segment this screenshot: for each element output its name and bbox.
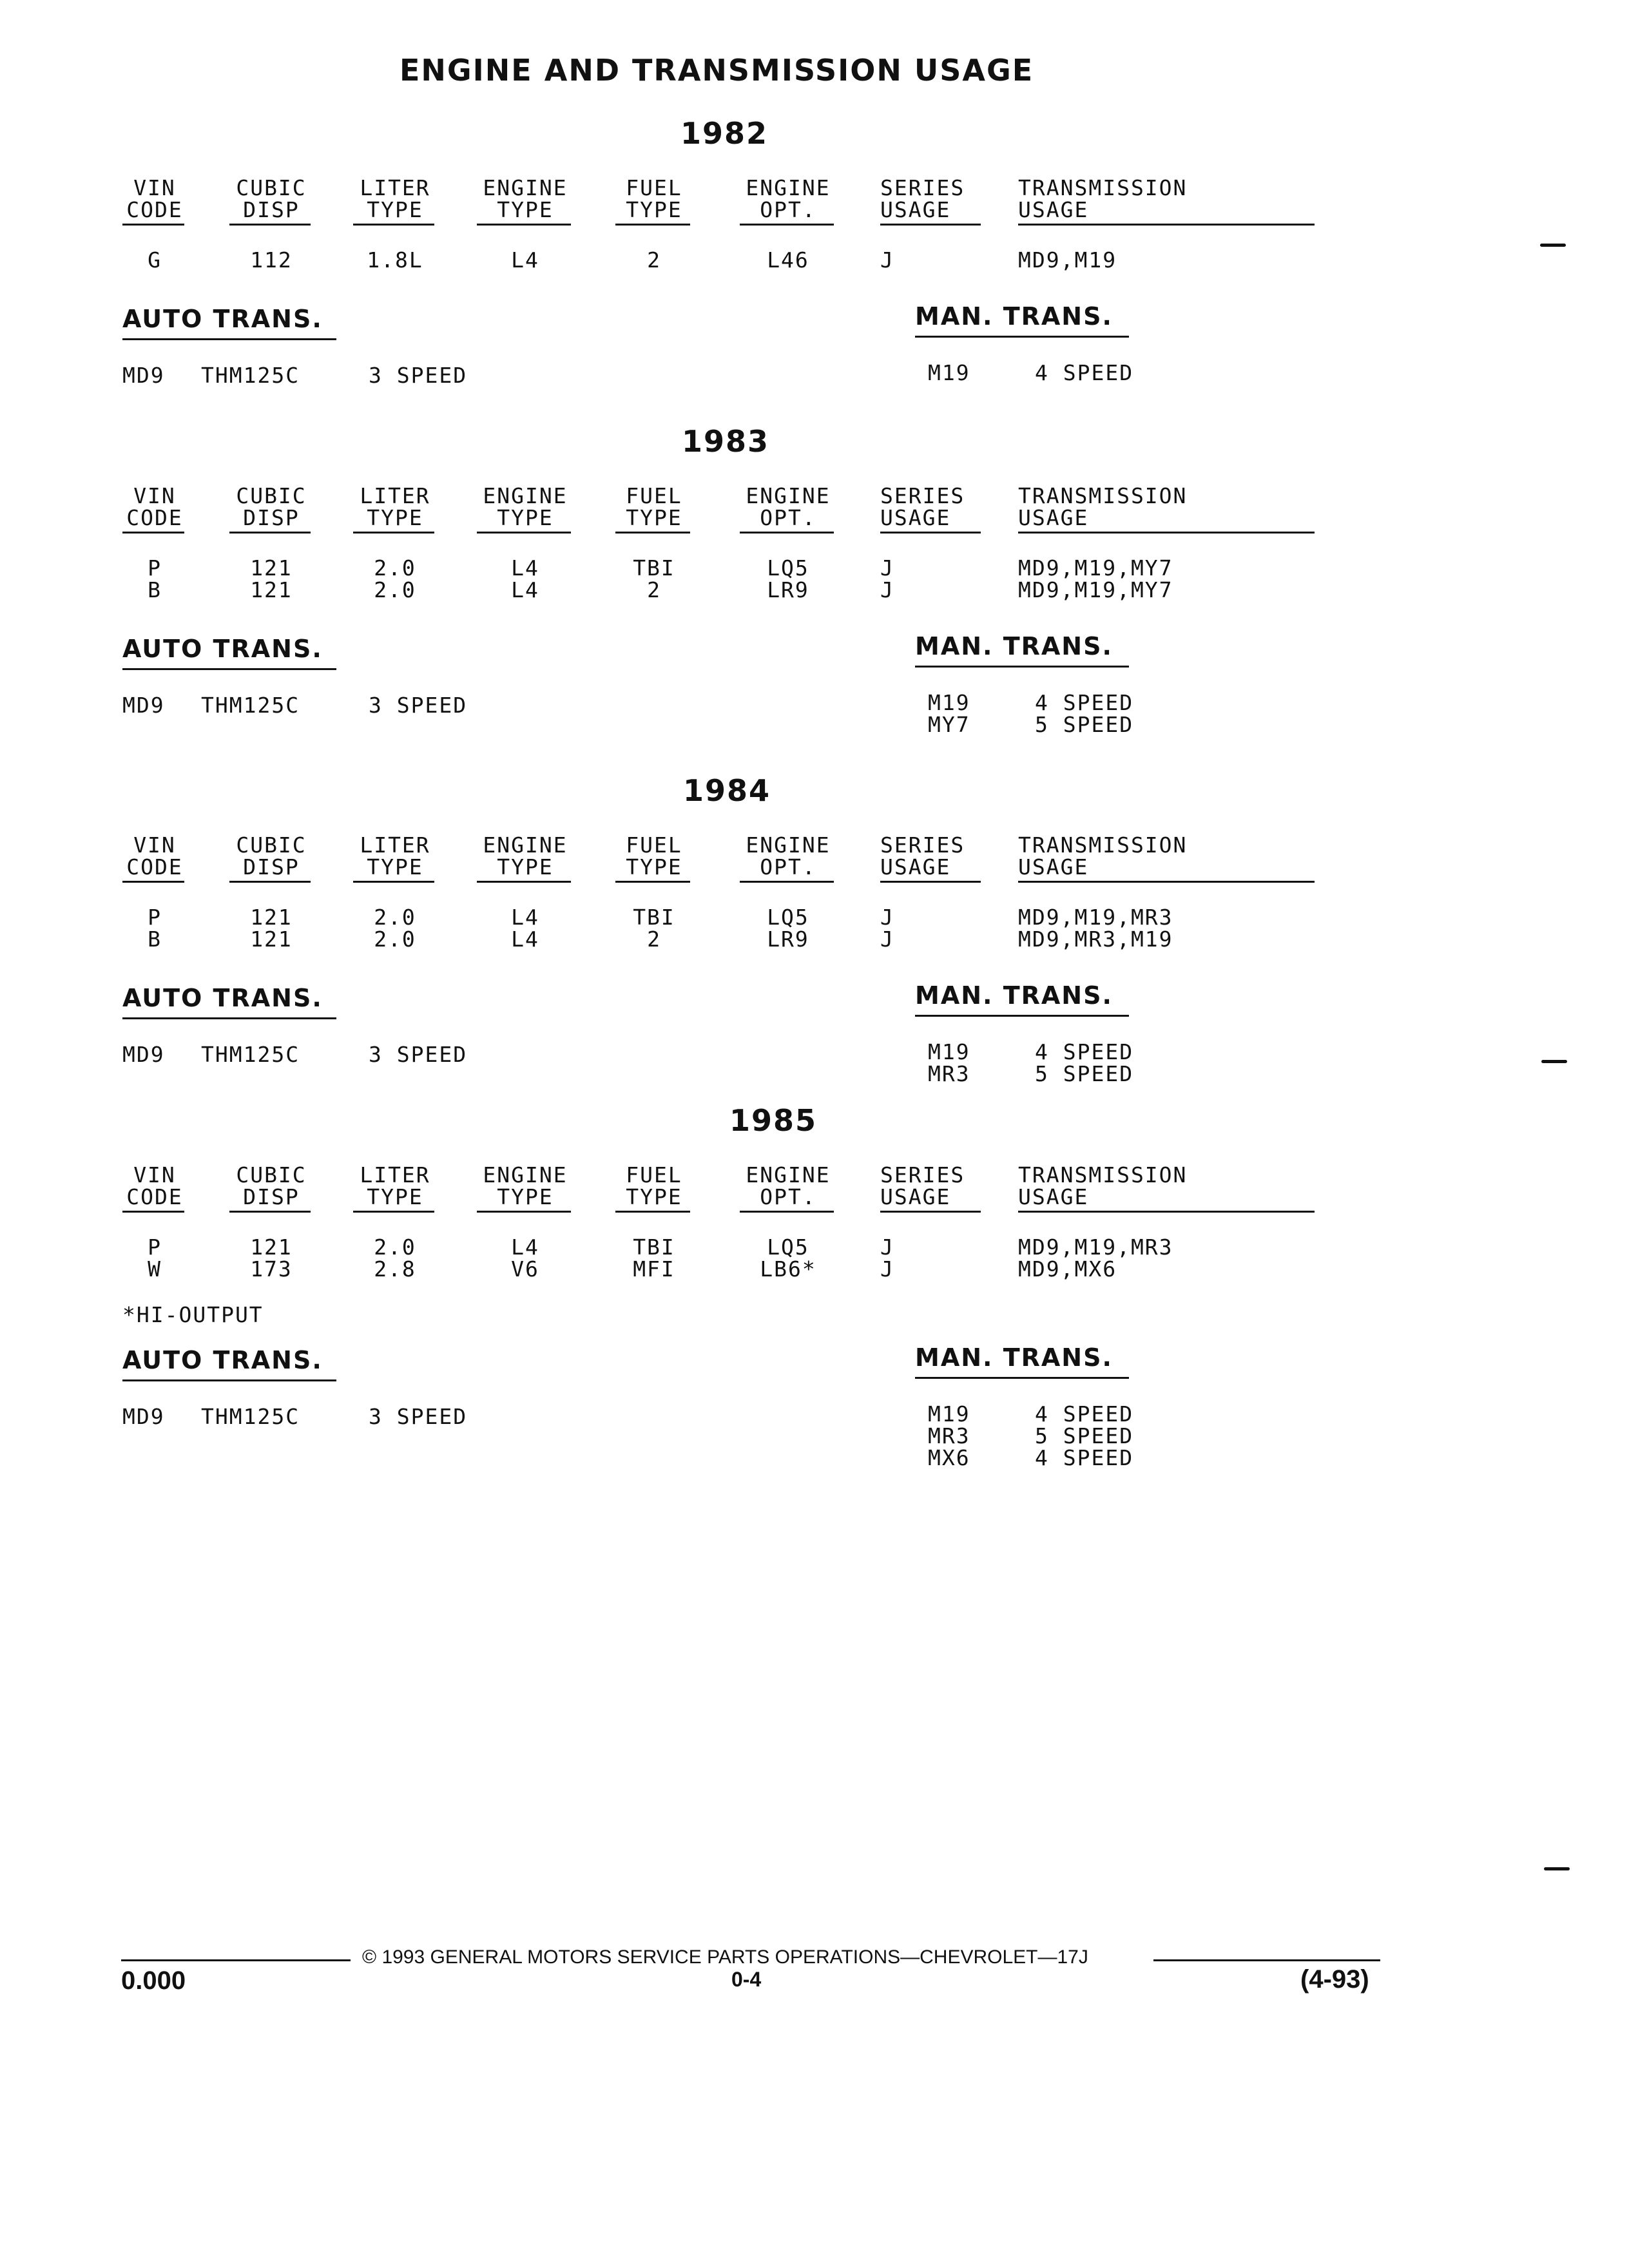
footer-rule-left [121, 1959, 351, 1961]
column-header-line2: USAGE [1018, 854, 1089, 879]
column-header-line2: TYPE [367, 505, 423, 530]
table-cell-fuel: TBI [633, 1235, 675, 1260]
auto-trans-heading: AUTO TRANS. [122, 1346, 323, 1374]
table-cell-engine-type: L4 [511, 247, 539, 273]
table-cell-engine-type: L4 [511, 1235, 539, 1260]
column-header-rule [615, 532, 690, 533]
column-header-line1: VIN [133, 175, 176, 200]
column-header-rule [477, 881, 571, 883]
table-cell-trans: MD9,M19,MY7 [1018, 577, 1173, 602]
table-cell-engine-type: V6 [511, 1256, 539, 1282]
column-header-rule [615, 1211, 690, 1213]
year-heading: 1985 [729, 1103, 818, 1138]
year-heading: 1983 [682, 424, 770, 459]
column-header-line2: TYPE [497, 197, 554, 222]
man-trans-rule [915, 336, 1129, 338]
column-header-rule [477, 532, 571, 533]
column-header-rule [740, 532, 834, 533]
column-header-line2: TYPE [626, 1184, 682, 1209]
column-header-cubic [229, 1164, 313, 1208]
column-header-line1: ENGINE [746, 175, 831, 200]
auto-trans-rule [122, 338, 336, 340]
column-header-line1: VIN [133, 483, 176, 508]
auto-trans-model: THM125C [201, 363, 300, 388]
column-header-rule [353, 224, 434, 226]
footnote: *HI-OUTPUT [122, 1302, 264, 1327]
column-header-line1: SERIES [880, 1162, 965, 1187]
man-trans-code: MR3 [928, 1061, 970, 1086]
year-heading: 1984 [683, 773, 771, 808]
auto-trans-code: MD9 [122, 693, 165, 718]
man-trans-code: M19 [928, 1039, 970, 1064]
table-cell-fuel: 2 [647, 247, 661, 273]
column-header-engine-type [477, 177, 574, 221]
column-header-line2: USAGE [1018, 1184, 1089, 1209]
column-header-line1: CUBIC [236, 832, 307, 858]
column-header-line2: TYPE [367, 197, 423, 222]
man-trans-rule [915, 1015, 1129, 1017]
man-trans-speed: 4 SPEED [1035, 1039, 1134, 1064]
column-header-line2: CODE [126, 854, 183, 879]
column-header-rule [229, 224, 311, 226]
table-cell-liter: 1.8L [367, 247, 423, 273]
table-cell-vin: P [148, 555, 162, 581]
column-header-line2: CODE [126, 1184, 183, 1209]
column-header-line1: ENGINE [483, 832, 568, 858]
table-cell-engine-opt: LQ5 [767, 555, 809, 581]
column-header-line1: CUBIC [236, 483, 307, 508]
auto-trans-model: THM125C [201, 1404, 300, 1429]
man-trans-rule [915, 666, 1129, 668]
table-cell-engine-opt: L46 [767, 247, 809, 273]
auto-trans-speed: 3 SPEED [369, 693, 468, 718]
column-header-liter [353, 1164, 437, 1208]
column-header-line2: TYPE [367, 1184, 423, 1209]
table-cell-engine-opt: LR9 [767, 577, 809, 602]
column-header-rule [122, 224, 184, 226]
man-trans-code: MX6 [928, 1445, 970, 1470]
column-header-rule [880, 881, 981, 883]
table-cell-engine-opt: LQ5 [767, 905, 809, 930]
column-header-line1: TRANSMISSION [1018, 175, 1188, 200]
column-header-line2: CODE [126, 197, 183, 222]
auto-trans-code: MD9 [122, 1404, 165, 1429]
column-header-series [880, 485, 965, 529]
table-cell-fuel: TBI [633, 905, 675, 930]
column-header-vin [122, 177, 187, 221]
table-cell-cubic: 121 [250, 905, 293, 930]
column-header-rule [1018, 1211, 1315, 1213]
table-cell-series: J [880, 577, 894, 602]
column-header-line1: VIN [133, 832, 176, 858]
table-cell-trans: MD9,M19,MR3 [1018, 1235, 1173, 1260]
column-header-rule [615, 224, 690, 226]
column-header-rule [122, 881, 184, 883]
column-header-vin [122, 1164, 187, 1208]
auto-trans-speed: 3 SPEED [369, 1042, 468, 1067]
column-header-rule [615, 881, 690, 883]
column-header-rule [880, 224, 981, 226]
man-trans-code: MR3 [928, 1423, 970, 1448]
auto-trans-rule [122, 668, 336, 670]
column-header-rule [740, 881, 834, 883]
column-header-line2: TYPE [497, 1184, 554, 1209]
column-header-line1: LITER [360, 1162, 430, 1187]
column-header-cubic [229, 834, 313, 878]
man-trans-heading: MAN. TRANS. [915, 302, 1113, 331]
man-trans-speed: 4 SPEED [1035, 1445, 1134, 1470]
table-cell-fuel: TBI [633, 555, 675, 581]
man-trans-speed: 4 SPEED [1035, 1401, 1134, 1427]
column-header-engine-opt [740, 834, 836, 878]
column-header-rule [1018, 224, 1315, 226]
column-header-line2: CODE [126, 505, 183, 530]
column-header-line2: OPT. [760, 505, 816, 530]
margin-tick [1541, 1060, 1567, 1063]
column-header-rule [880, 532, 981, 533]
auto-trans-heading: AUTO TRANS. [122, 305, 323, 333]
column-header-trans [1018, 485, 1187, 529]
year-heading: 1982 [680, 116, 769, 151]
column-header-series [880, 834, 965, 878]
column-header-engine-type [477, 485, 574, 529]
column-header-liter [353, 177, 437, 221]
footer-copyright: © 1993 GENERAL MOTORS SERVICE PARTS OPERATIONS—CHEVROLET—17J [362, 1946, 1088, 1968]
margin-tick [1540, 244, 1566, 247]
table-cell-trans: MD9,M19 [1018, 247, 1117, 273]
table-cell-series: J [880, 1235, 894, 1260]
auto-trans-speed: 3 SPEED [369, 363, 468, 388]
table-cell-vin: G [148, 247, 162, 273]
table-cell-engine-opt: LQ5 [767, 1235, 809, 1260]
column-header-line2: DISP [243, 197, 300, 222]
column-header-rule [353, 1211, 434, 1213]
column-header-vin [122, 485, 187, 529]
column-header-trans [1018, 177, 1187, 221]
table-cell-cubic: 121 [250, 555, 293, 581]
column-header-line1: FUEL [626, 175, 682, 200]
column-header-line1: SERIES [880, 175, 965, 200]
column-header-cubic [229, 485, 313, 529]
column-header-line2: USAGE [880, 1184, 951, 1209]
table-cell-trans: MD9,M19,MR3 [1018, 905, 1173, 930]
column-header-engine-type [477, 834, 574, 878]
column-header-fuel [615, 177, 693, 221]
column-header-rule [229, 532, 311, 533]
auto-trans-rule [122, 1017, 336, 1019]
table-cell-series: J [880, 555, 894, 581]
auto-trans-heading: AUTO TRANS. [122, 635, 323, 663]
column-header-rule [477, 1211, 571, 1213]
column-header-line1: TRANSMISSION [1018, 1162, 1188, 1187]
man-trans-heading: MAN. TRANS. [915, 981, 1113, 1010]
table-cell-engine-type: L4 [511, 577, 539, 602]
auto-trans-code: MD9 [122, 1042, 165, 1067]
table-cell-trans: MD9,MR3,M19 [1018, 927, 1173, 952]
column-header-line2: USAGE [880, 197, 951, 222]
column-header-line2: USAGE [880, 505, 951, 530]
man-trans-code: MY7 [928, 712, 970, 737]
column-header-rule [477, 224, 571, 226]
table-cell-series: J [880, 905, 894, 930]
man-trans-rule [915, 1377, 1129, 1379]
column-header-line1: CUBIC [236, 1162, 307, 1187]
column-header-line1: ENGINE [483, 1162, 568, 1187]
margin-tick [1544, 1867, 1570, 1870]
column-header-series [880, 177, 965, 221]
table-cell-liter: 2.0 [374, 555, 416, 581]
column-header-line2: TYPE [626, 505, 682, 530]
column-header-line2: USAGE [1018, 197, 1089, 222]
column-header-line1: LITER [360, 483, 430, 508]
column-header-rule [1018, 532, 1315, 533]
column-header-line2: TYPE [626, 854, 682, 879]
column-header-rule [1018, 881, 1315, 883]
auto-trans-speed: 3 SPEED [369, 1404, 468, 1429]
man-trans-code: M19 [928, 690, 970, 715]
column-header-line1: LITER [360, 832, 430, 858]
column-header-line1: ENGINE [483, 175, 568, 200]
table-cell-trans: MD9,M19,MY7 [1018, 555, 1173, 581]
table-cell-fuel: 2 [647, 927, 661, 952]
table-cell-series: J [880, 927, 894, 952]
column-header-line2: OPT. [760, 197, 816, 222]
man-trans-speed: 5 SPEED [1035, 712, 1134, 737]
table-cell-fuel: 2 [647, 577, 661, 602]
table-cell-engine-type: L4 [511, 905, 539, 930]
column-header-liter [353, 485, 437, 529]
column-header-rule [740, 224, 834, 226]
man-trans-heading: MAN. TRANS. [915, 1343, 1113, 1372]
table-cell-cubic: 121 [250, 927, 293, 952]
column-header-line1: FUEL [626, 483, 682, 508]
footer-left-number: 0.000 [121, 1966, 186, 1995]
column-header-rule [353, 881, 434, 883]
table-cell-series: J [880, 1256, 894, 1282]
column-header-rule [122, 1211, 184, 1213]
column-header-rule [353, 532, 434, 533]
table-cell-engine-type: L4 [511, 555, 539, 581]
man-trans-speed: 5 SPEED [1035, 1423, 1134, 1448]
column-header-line1: FUEL [626, 1162, 682, 1187]
column-header-series [880, 1164, 965, 1208]
column-header-line1: VIN [133, 1162, 176, 1187]
table-cell-liter: 2.0 [374, 577, 416, 602]
column-header-line2: OPT. [760, 854, 816, 879]
table-cell-fuel: MFI [633, 1256, 675, 1282]
table-cell-cubic: 121 [250, 1235, 293, 1260]
column-header-line1: CUBIC [236, 175, 307, 200]
man-trans-code: M19 [928, 360, 970, 385]
column-header-fuel [615, 1164, 693, 1208]
column-header-rule [229, 881, 311, 883]
man-trans-speed: 4 SPEED [1035, 360, 1134, 385]
column-header-line2: DISP [243, 505, 300, 530]
column-header-line2: TYPE [626, 197, 682, 222]
footer-rule-right [1153, 1959, 1380, 1961]
column-header-line2: DISP [243, 1184, 300, 1209]
table-cell-cubic: 112 [250, 247, 293, 273]
man-trans-speed: 5 SPEED [1035, 1061, 1134, 1086]
column-header-rule [122, 532, 184, 533]
column-header-line1: FUEL [626, 832, 682, 858]
table-cell-cubic: 173 [250, 1256, 293, 1282]
column-header-line2: DISP [243, 854, 300, 879]
table-cell-liter: 2.0 [374, 905, 416, 930]
column-header-line1: SERIES [880, 483, 965, 508]
column-header-engine-opt [740, 177, 836, 221]
column-header-line2: TYPE [367, 854, 423, 879]
column-header-trans [1018, 834, 1187, 878]
column-header-line1: SERIES [880, 832, 965, 858]
table-cell-engine-opt: LB6* [760, 1256, 816, 1282]
table-cell-engine-type: L4 [511, 927, 539, 952]
column-header-line1: ENGINE [746, 832, 831, 858]
column-header-line1: TRANSMISSION [1018, 832, 1188, 858]
table-cell-liter: 2.8 [374, 1256, 416, 1282]
table-cell-vin: W [148, 1256, 162, 1282]
table-cell-vin: B [148, 577, 162, 602]
column-header-line2: USAGE [1018, 505, 1089, 530]
table-cell-liter: 2.0 [374, 927, 416, 952]
column-header-rule [229, 1211, 311, 1213]
table-cell-series: J [880, 247, 894, 273]
table-cell-cubic: 121 [250, 577, 293, 602]
column-header-fuel [615, 485, 693, 529]
column-header-line1: ENGINE [746, 483, 831, 508]
column-header-engine-opt [740, 485, 836, 529]
table-cell-engine-opt: LR9 [767, 927, 809, 952]
table-cell-trans: MD9,MX6 [1018, 1256, 1117, 1282]
column-header-line2: OPT. [760, 1184, 816, 1209]
column-header-line1: TRANSMISSION [1018, 483, 1188, 508]
column-header-line1: ENGINE [746, 1162, 831, 1187]
footer-page-number: 0-4 [731, 1968, 762, 1991]
auto-trans-model: THM125C [201, 693, 300, 718]
column-header-line1: ENGINE [483, 483, 568, 508]
auto-trans-model: THM125C [201, 1042, 300, 1067]
page-title: ENGINE AND TRANSMISSION USAGE [400, 53, 1034, 88]
column-header-line1: LITER [360, 175, 430, 200]
column-header-engine-opt [740, 1164, 836, 1208]
column-header-line2: TYPE [497, 854, 554, 879]
auto-trans-rule [122, 1379, 336, 1381]
column-header-fuel [615, 834, 693, 878]
man-trans-heading: MAN. TRANS. [915, 632, 1113, 660]
column-header-trans [1018, 1164, 1187, 1208]
column-header-rule [740, 1211, 834, 1213]
table-cell-vin: P [148, 1235, 162, 1260]
table-cell-vin: P [148, 905, 162, 930]
table-cell-vin: B [148, 927, 162, 952]
column-header-liter [353, 834, 437, 878]
column-header-line2: USAGE [880, 854, 951, 879]
column-header-engine-type [477, 1164, 574, 1208]
man-trans-speed: 4 SPEED [1035, 690, 1134, 715]
column-header-rule [880, 1211, 981, 1213]
auto-trans-code: MD9 [122, 363, 165, 388]
column-header-cubic [229, 177, 313, 221]
auto-trans-heading: AUTO TRANS. [122, 984, 323, 1012]
man-trans-code: M19 [928, 1401, 970, 1427]
column-header-vin [122, 834, 187, 878]
column-header-line2: TYPE [497, 505, 554, 530]
table-cell-liter: 2.0 [374, 1235, 416, 1260]
footer-date-code: (4-93) [1300, 1965, 1369, 1994]
